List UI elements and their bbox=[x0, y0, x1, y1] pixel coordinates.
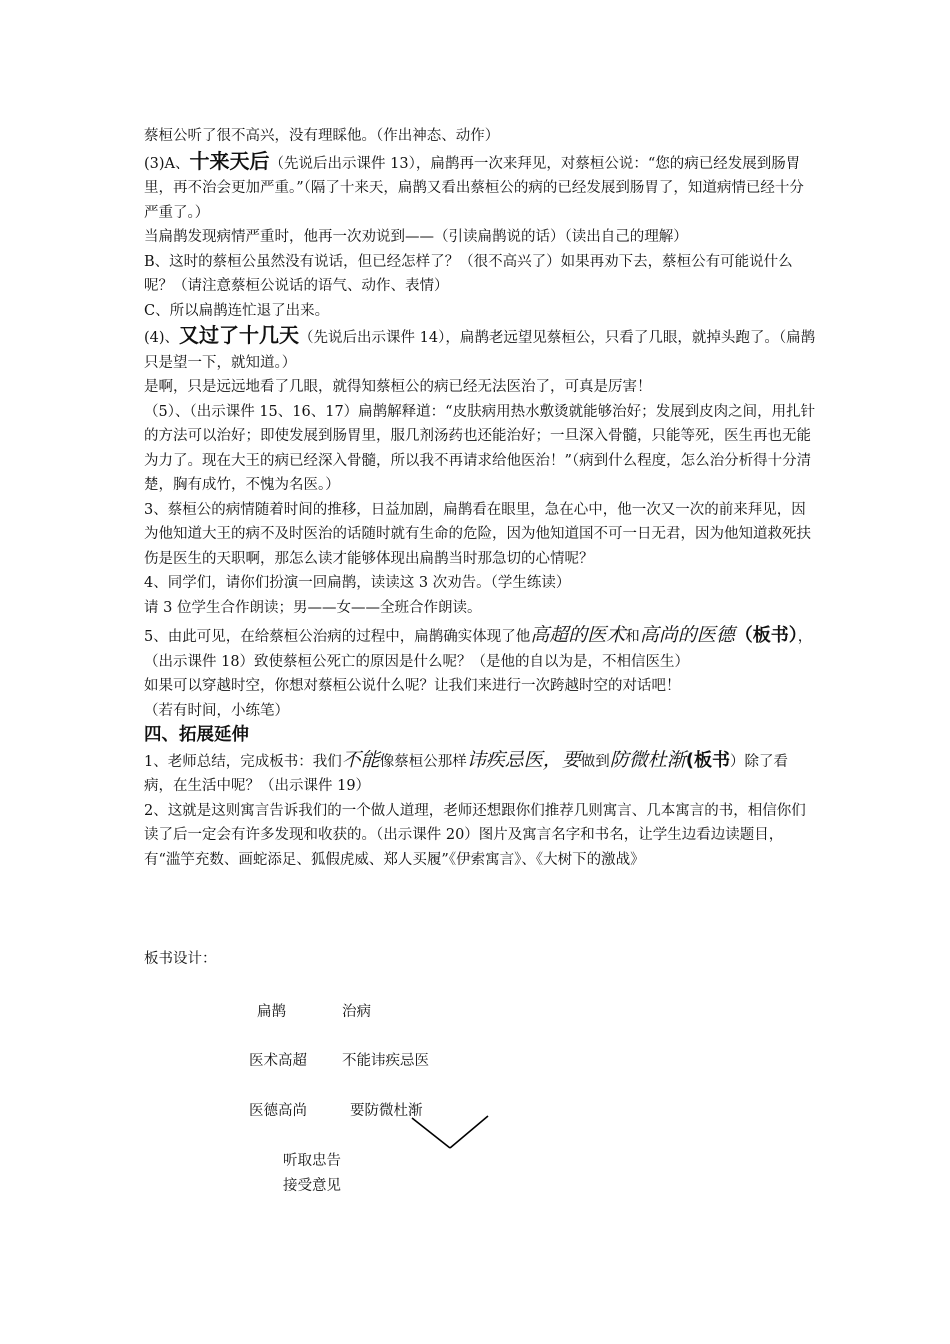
paragraph bbox=[144, 323, 816, 375]
text: 和 bbox=[625, 629, 640, 645]
paragraph: 如果可以穿越时空，你想对蔡桓公说什么呢？让我们来进行一次跨越时空的对话吧！ bbox=[144, 678, 681, 694]
paragraph: 蔡桓公听了很不高兴，没有理睬他。（作出神态、动作） bbox=[144, 128, 500, 144]
text: ） bbox=[730, 753, 745, 770]
board-item: 医术高超 bbox=[249, 1053, 307, 1069]
italic-text: ，要 bbox=[542, 748, 581, 771]
paragraph: 请 3 位学生合作朗读；男——女——全班合作朗读。 bbox=[144, 599, 482, 616]
paragraph: 2、这就是这则寓言告诉我们的一个做人道理，老师还想跟你们推荐几则寓言、几本寓言的书，相信你们读了后一定会有许多发现和收获的。（出示课件 20）图片及寓言名字和书名，让学生边看边读题目，有“滥竽充数、画蛇添足、狐假虎威、郑人买履”《伊索寓言》、《大树下的激战》 bbox=[144, 802, 806, 868]
v-connector-lines bbox=[410, 1112, 494, 1152]
emphasis-text: 又过了十几天 bbox=[179, 323, 300, 347]
italic-text: 不能 bbox=[341, 748, 380, 771]
paragraph: （5）、（出示课件 15、16、17）扁鹊解释道：“皮肤病用热水敷烫就能够治好；发展到皮肉之间，用扎针的方法可以治好；即使发展到肠胃里，服几剂汤药也还能治好；一旦深入骨髓，只能等死，医生再也无能为力了。现在大王的病已经深入骨髓，所以我不再请求给他医治！”（病到什么程度，怎么治分析得十分清楚，胸有成竹，不愧为名医。） bbox=[144, 403, 816, 493]
paragraph: 是啊，只是远远地看了几眼，就得知蔡桓公的病已经无法医治了，可真是厉害！ bbox=[144, 379, 652, 395]
paragraph: （若有时间，小练笔） bbox=[144, 702, 289, 719]
paragraph: 3、蔡桓公的病情随着时间的推移，日益加剧，扁鹊看在眼里，急在心中，他一次又一次的前来拜见，因为他知道大王的病不及时医治的话随时就有生命的危险，因为他知道国不可一日无君，因为他知道救死扶伤是医生的天职啊，那怎么读才能够体现出扁鹊当时那急切的心情呢？ bbox=[144, 501, 811, 567]
text: （先说后出示课件 13），扁鹊再一次来拜见，对蔡桓公说：“您的病已经发展到肠胃里，再不治会更加严重。”（隔了十来天，扁鹊又看出蔡桓公的病的已经发展到肠胃了，知道病情已经十分严重了。） bbox=[144, 155, 804, 221]
board-item: 扁鹊 bbox=[257, 1004, 286, 1020]
emphasis-text: 十来天后 bbox=[189, 148, 270, 173]
italic-text: 高尚的医德 bbox=[639, 624, 735, 646]
paragraph bbox=[144, 623, 816, 674]
board-item: 医德高尚 bbox=[249, 1103, 307, 1119]
board-design-label: 板书设计： bbox=[144, 951, 217, 967]
lesson-body bbox=[144, 124, 816, 872]
text: 做到 bbox=[580, 753, 610, 770]
paragraph: 当扁鹊发现病情严重时，他再一次劝说到——（引读扁鹊说的话）（读出自己的理解） bbox=[144, 229, 688, 245]
italic-text: 讳疾忌医 bbox=[466, 748, 543, 771]
italic-text: 高超的医术 bbox=[530, 624, 626, 646]
bold-text: （板书） bbox=[734, 625, 798, 646]
board-item: 听取忠告 bbox=[283, 1153, 341, 1169]
italic-text: 防微杜渐 bbox=[609, 748, 686, 771]
text: 除了看病，在生活中呢？（出示课件 19） bbox=[144, 753, 789, 794]
text: (4)、 bbox=[144, 330, 180, 346]
board-item: 治病 bbox=[342, 1004, 371, 1020]
paragraph bbox=[144, 149, 816, 226]
text: （先说后出示课件 14），扁鹊老远望见蔡桓公，只看了几眼，就掉头跑了。（扁鹊只是望一下，就知道。） bbox=[144, 330, 816, 371]
paragraph: B、这时的蔡桓公虽然没有说话，但已经怎样了？（很不高兴了）如果再劝下去，蔡桓公有可能说什么呢？（请注意蔡桓公说话的语气、动作、表情） bbox=[144, 253, 793, 294]
text: 1、老师总结，完成板书：我们 bbox=[144, 753, 342, 770]
text: (3)A、 bbox=[144, 155, 190, 172]
bold-text: (板书 bbox=[685, 749, 731, 771]
text: 5、由此可见，在给蔡桓公治病的过程中，扁鹊确实体现了他 bbox=[144, 629, 531, 645]
board-item: 接受意见 bbox=[283, 1178, 341, 1194]
paragraph bbox=[144, 748, 816, 799]
board-item: 要防微杜渐 bbox=[350, 1103, 423, 1119]
text: 像蔡桓公那样 bbox=[379, 753, 467, 770]
paragraph: C、所以扁鹊连忙退了出来。 bbox=[144, 302, 330, 319]
section-heading: 四、拓展延伸 bbox=[144, 725, 249, 745]
board-item: 不能讳疾忌医 bbox=[342, 1053, 429, 1069]
paragraph: 4、同学们，请你们扮演一回扁鹊，读读这 3 次劝告。（学生练读） bbox=[144, 575, 571, 591]
text: ，（出示课件 18）致使蔡桓公死亡的原因是什么呢？（是他的自以为是，不相信医生） bbox=[144, 629, 813, 670]
